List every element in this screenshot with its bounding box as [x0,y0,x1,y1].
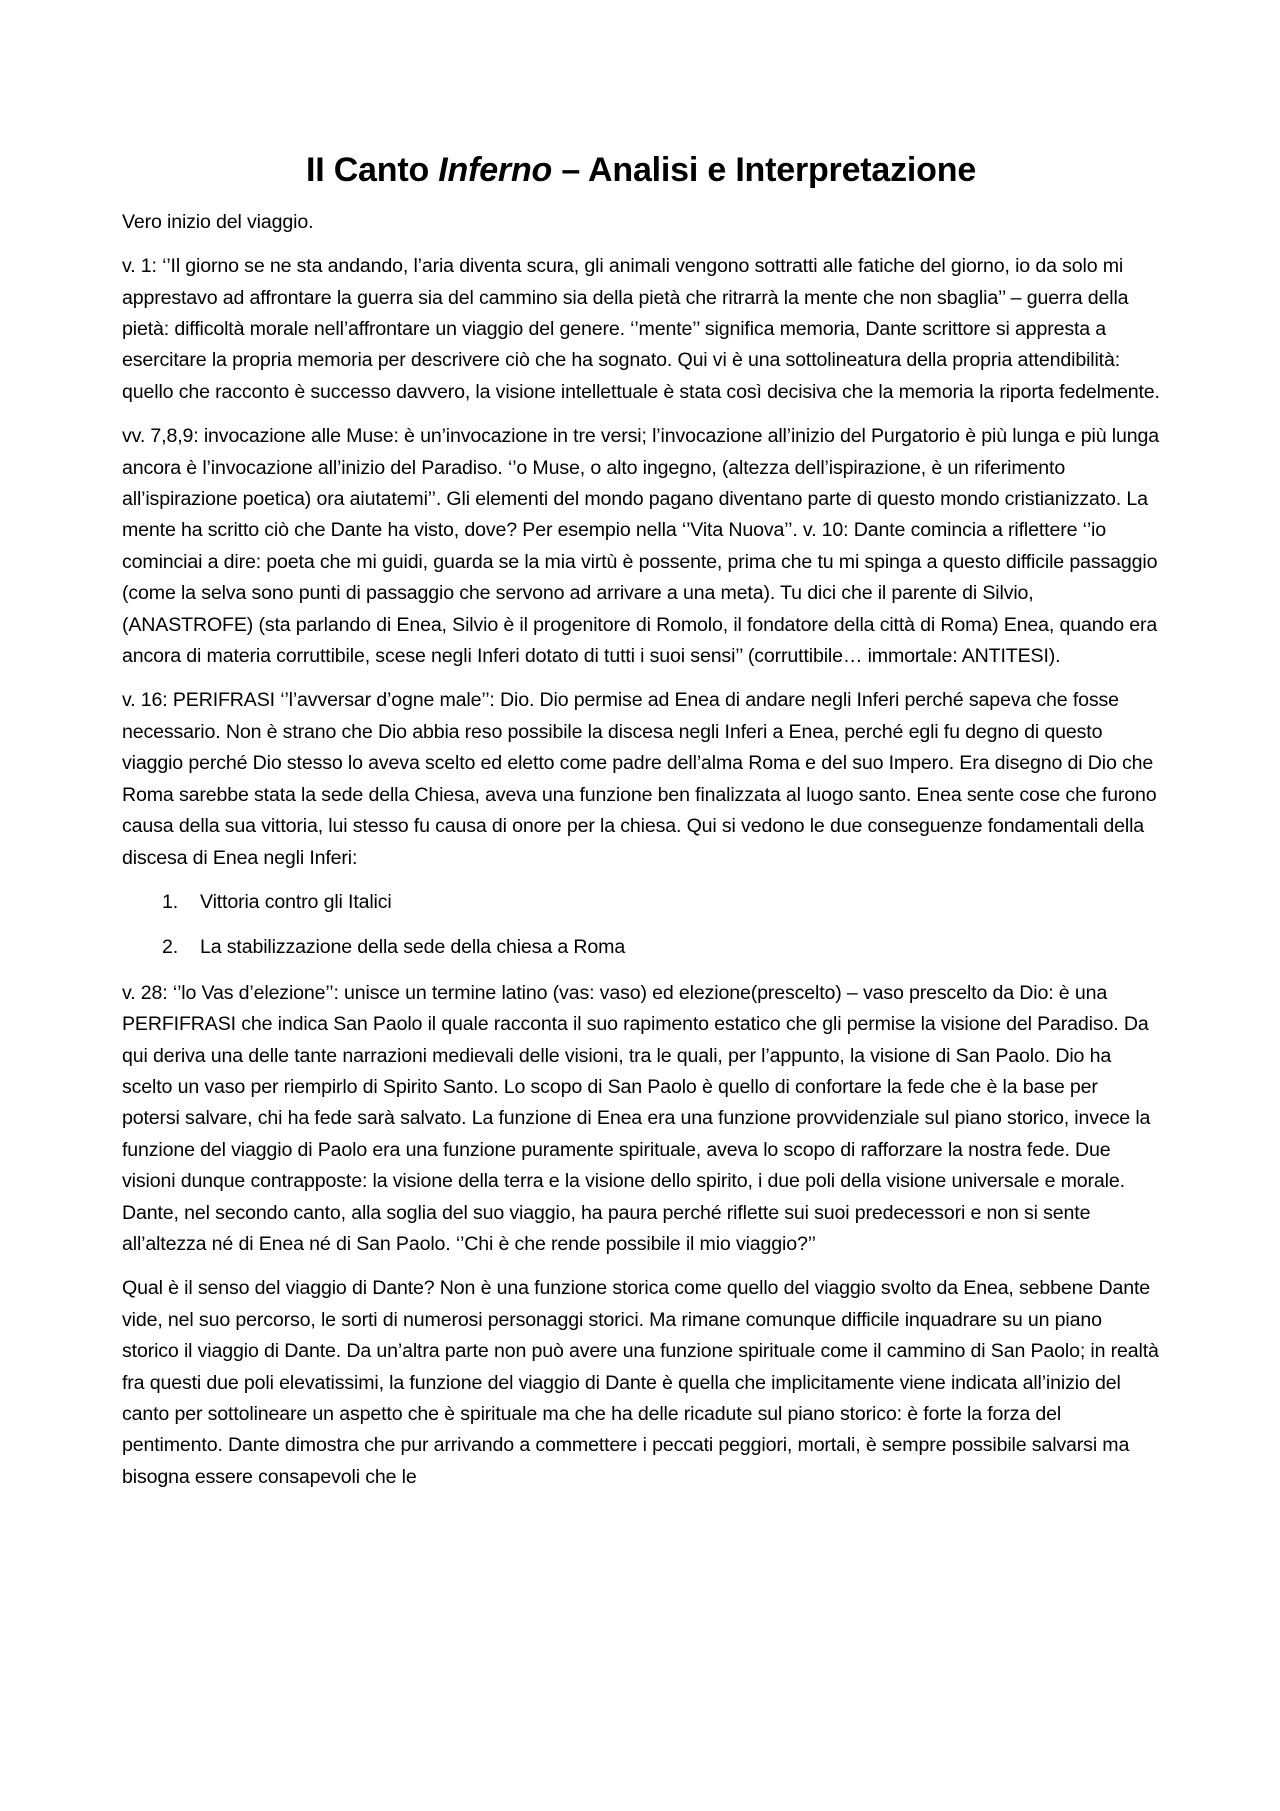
document-page [122,150,1160,1506]
consequences-list [122,887,1160,964]
title-part-2: – Analisi e Interpretazione [552,151,977,189]
document-title [122,150,1160,191]
paragraph-v1: v. 1: ‘’Il giorno se ne sta andando, l’aria diventa scura, gli animali vengono sottratti alle fatiche del giorno, io da solo mi apprestavo ad affrontare la guerra sia del cammino sia della pietà che ritrarrà la mente che non sbaglia’’ – guerra della pietà: difficoltà morale nell’affrontare un viaggio del genere. ‘’mente’’ significa memoria, Dante scrittore si appresta a esercitare la propria memoria per descrivere ciò che ha sognato. Qui vi è una sottolineatura della propria attendibilità: quello che racconto è successo davvero, la visione intellettuale è stata così decisiva che la memoria la riporta fedelmente. [122,255,1160,403]
list-item-text: La stabilizzazione della sede della chiesa a Roma [200,936,626,959]
intro-paragraph: Vero inizio del viaggio. [122,210,314,233]
list-item-text: Vittoria contro gli Italici [200,890,392,913]
title-italic: Inferno [438,151,553,189]
list-item-number: 1. [162,890,179,913]
list-item-number: 2. [162,936,179,959]
list-item [122,887,1160,918]
paragraph-senso-viaggio: Qual è il senso del viaggio di Dante? Non è una funzione storica come quello del viaggio svolto da Enea, sebbene Dante vide, nel suo percorso, le sorti di numerosi personaggi storici. Ma rimane comunque difficile inquadrare su un piano storico il viaggio di Dante. Da un’altra parte non può avere una funzione spirituale come il cammino di San Paolo; in realtà fra questi due poli elevatissimi, la funzione del viaggio di Dante è quella che implicitamente viene indicata all’inizio del canto per sottolineare un aspetto che è spirituale ma che ha delle ricadute sul piano storico: è forte la forza del pentimento. Dante dimostra che pur arrivando a commettere i peccati peggiori, mortali, è sempre possibile salvarsi ma bisogna essere consapevoli che le [122,1277,1159,1488]
paragraph-vv7-9: vv. 7,8,9: invocazione alle Muse: è un’invocazione in tre versi; l’invocazione all’inizio del Purgatorio è più lunga e più lunga ancora è l’invocazione all’inizio del Paradiso. ‘’o Muse, o alto ingegno, (altezza dell’ispirazione, è un riferimento all’ispirazione poetica) ora aiutatemi’’. Gli elementi del mondo pagano diventano parte di questo mondo cristianizzato. La mente ha scritto ciò che Dante ha visto, dove? Per esempio nella ‘’Vita Nuova’’. v. 10: Dante comincia a riflettere ‘’io cominciai a dire: poeta che mi guidi, guarda se la mia virtù è possente, prima che tu mi spinga a questo difficile passaggio (come la selva sono punti di passaggio che servono ad arrivare a una meta). Tu dici che il parente di Silvio, (ANASTROFE) (sta parlando di Enea, Silvio è il progenitore di Romolo, il fondatore della città di Roma) Enea, quando era ancora di materia corruttibile, scese negli Inferi dotato di tutti i suoi sensi’’ (corruttibile… immortale: ANTITESI). [122,425,1159,668]
title-part-1: II Canto [305,151,439,189]
paragraph-v28: v. 28: ‘’lo Vas d’elezione’’: unisce un termine latino (vas: vaso) ed elezione(prescelto) – vaso prescelto da Dio: è una PERFIFRASI che indica San Paolo il quale racconta il suo rapimento estatico che gli permise la visione del Paradiso. Da qui deriva una delle tante narrazioni medievali delle visioni, tra le quali, per l’appunto, la visione di San Paolo. Dio ha scelto un vaso per riempirlo di Spirito Santo. Lo scopo di San Paolo è quello di confortare la fede che è la base per potersi salvare, chi ha fede sarà salvato. La funzione di Enea era una funzione provvidenziale sul piano storico, invece la funzione del viaggio di Paolo era una funzione puramente spirituale, aveva lo scopo di rafforzare la nostra fede. Due visioni dunque contrapposte: la visione della terra e la visione dello spirito, i due poli della visione universale e morale. Dante, nel secondo canto, alla soglia del suo viaggio, ha paura perché riflette sui suoi predecessori e non si sente all’altezza né di Enea né di San Paolo. ‘’Chi è che rende possibile il mio viaggio?’’ [122,981,1151,1255]
list-item [122,932,1160,963]
paragraph-v16: v. 16: PERIFRASI ‘’l’avversar d’ogne male’’: Dio. Dio permise ad Enea di andare negli Inferi perché sapeva che fosse necessario. Non è strano che Dio abbia reso possibile la discesa negli Inferi a Enea, perché egli fu degno di questo viaggio perché Dio stesso lo aveva scelto ed eletto come padre dell’alma Roma e del suo Impero. Era disegno di Dio che Roma sarebbe stata la sede della Chiesa, aveva una funzione ben finalizzata al luogo santo. Enea sente cose che furono causa della sua vittoria, lui stesso fu causa di onore per la chiesa. Qui si vedono le due conseguenze fondamentali della discesa di Enea negli Inferi: [122,689,1157,869]
